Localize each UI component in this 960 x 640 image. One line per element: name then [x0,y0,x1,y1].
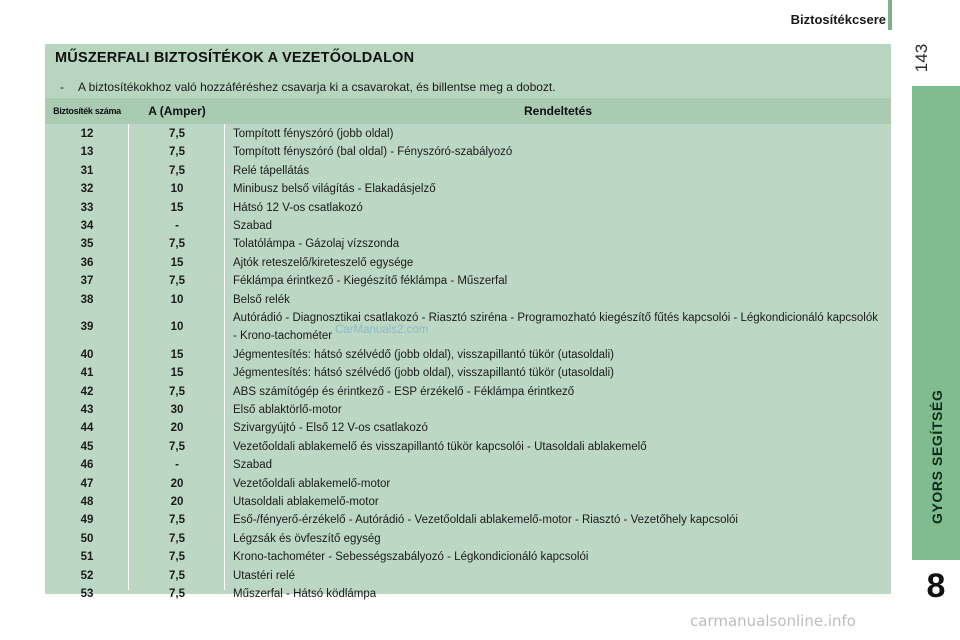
footer-watermark: carmanualsonline.info [690,612,856,630]
table-row [45,585,891,603]
fuse-number-cell: 35 [80,238,94,251]
fuse-number-cell: 39 [80,320,94,333]
ampere-cell: 15 [170,367,184,380]
ampere-cell: 7,5 [169,440,185,453]
overlay-watermark: CarManuals2.com [335,324,429,336]
ampere-cell: 7,5 [169,551,185,564]
ampere-cell: 7,5 [169,238,185,251]
fuse-number-cell: 49 [80,514,94,527]
ampere-cell: 10 [170,320,184,333]
sidebar-section-label: GYORS SEGÍTSÉG [929,389,945,524]
fuse-number-cell: 31 [80,164,94,177]
purpose-cell: Műszerfal - Hátsó ködlámpa [233,587,377,600]
purpose-cell: Autórádió - Diagnosztikai csatlakozó - Riasztó sziréna - Programozható kiegészítő fűtés kapcsolói - Légkondicionáló kapcsolók - Krono-tachométer [233,311,878,343]
fuse-number-cell: 46 [80,459,94,472]
page-number: 143 [912,43,931,73]
ampere-cell: 20 [170,496,184,509]
table-row [45,217,891,235]
header-fuse-number: Biztosíték száma [45,98,129,124]
fuse-number-cell: 52 [80,569,94,582]
ampere-cell: 30 [170,404,184,417]
table-row [45,125,891,143]
instruction-text [60,80,556,94]
purpose-cell: Eső-/fényerő-érzékelő - Autórádió - Vezetőoldali ablakemelő-motor - Riasztó - Vezetőhely kapcsolói [233,514,738,527]
ampere-cell: 10 [170,183,184,196]
fuse-number-cell: 33 [80,201,94,214]
fuse-number-cell: 44 [80,422,94,435]
table-row [45,438,891,456]
table-row [45,419,891,437]
purpose-cell: Ajtók reteszelő/kireteszelő egysége [233,256,414,269]
table-row [45,567,891,585]
ampere-cell: 7,5 [169,275,185,288]
instruction-dash: - [60,80,64,94]
page-header-title: Biztosítékcsere [790,12,886,27]
purpose-cell: Vezetőoldali ablakemelő és visszapillantó tükör kapcsolói - Utasoldali ablakemelő [233,440,647,453]
fuse-number-cell: 34 [80,219,94,232]
purpose-cell: Hátsó 12 V-os csatlakozó [233,201,363,214]
purpose-cell: Szabad [233,459,273,472]
fuse-number-cell: 48 [80,496,94,509]
purpose-cell: Légzsák és övfeszítő egység [233,532,381,545]
ampere-cell: 7,5 [169,164,185,177]
table-row [45,511,891,529]
ampere-cell: - [175,219,179,232]
fuse-table-body [45,125,891,603]
purpose-cell: Féklámpa érintkező - Kiegészítő féklámpa - Műszerfal [233,275,508,288]
ampere-cell: 7,5 [169,146,185,159]
ampere-cell: 10 [170,293,184,306]
table-row [45,180,891,198]
ampere-cell: 15 [170,348,184,361]
ampere-cell: 7,5 [169,569,185,582]
table-row [45,493,891,511]
purpose-cell: Krono-tachométer - Sebességszabályozó - Légkondicionáló kapcsolói [233,551,589,564]
table-row [45,309,891,346]
fuse-number-cell: 53 [80,587,94,600]
table-row [45,254,891,272]
ampere-cell: 7,5 [169,128,185,140]
purpose-cell: Belső relék [233,293,290,306]
fuse-number-cell: 41 [80,367,94,380]
ampere-cell: 7,5 [169,587,185,600]
purpose-cell: Szivargyújtó - Első 12 V-os csatlakozó [233,422,428,435]
instruction-body: A biztosítékokhoz való hozzáféréshez csavarja ki a csavarokat, és billentse meg a dobozt. [78,80,556,94]
fuse-number-cell: 13 [80,146,94,159]
purpose-cell: Első ablaktörlő-motor [233,404,342,417]
table-row [45,548,891,566]
fuse-number-cell: 36 [80,256,94,269]
fuse-number-cell: 40 [80,348,94,361]
ampere-cell: 7,5 [169,514,185,527]
ampere-cell: 7,5 [169,385,185,398]
table-row [45,272,891,290]
chapter-number: 8 [926,567,946,605]
ampere-cell: 7,5 [169,532,185,545]
purpose-cell: Minibusz belső világítás - Elakadásjelző [233,183,436,196]
table-row [45,383,891,401]
fuse-number-cell: 43 [80,404,94,417]
purpose-cell: Jégmentesítés: hátsó szélvédő (jobb oldal), visszapillantó tükör (utasoldali) [233,367,614,380]
ampere-cell: 20 [170,422,184,435]
section-title: MŰSZERFALI BIZTOSÍTÉKOK A VEZETŐOLDALON [55,50,415,66]
purpose-cell: Vezetőoldali ablakemelő-motor [233,477,391,490]
purpose-cell: Utasoldali ablakemelő-motor [233,496,379,509]
fuse-number-cell: 32 [80,183,94,196]
purpose-cell: Tolatólámpa - Gázolaj vízszonda [233,238,400,251]
table-row [45,456,891,474]
purpose-cell: Szabad [233,219,273,232]
purpose-cell: Tompított fényszóró (bal oldal) - Fényszóró-szabályozó [233,146,513,159]
purpose-cell: Jégmentesítés: hátsó szélvédő (jobb oldal), visszapillantó tükör (utasoldali) [233,348,614,361]
fuse-number-cell: 42 [80,385,94,398]
fuse-number-cell: 37 [80,275,94,288]
purpose-cell: Utastéri relé [233,569,295,582]
header-purpose: Rendeltetés [225,98,891,124]
ampere-cell: 15 [170,256,184,269]
table-row [45,401,891,419]
purpose-cell: Tompított fényszóró (jobb oldal) [233,128,394,140]
table-row [45,346,891,364]
purpose-cell: ABS számítógép és érintkező - ESP érzékelő - Féklámpa érintkező [233,385,575,398]
fuse-number-cell: 50 [80,532,94,545]
header-ampere: A (Amper) [129,98,225,124]
fuse-number-cell: 51 [80,551,94,564]
ampere-cell: 15 [170,201,184,214]
header-accent-bar [888,0,892,30]
fuse-number-cell: 45 [80,440,94,453]
fuse-number-cell: 47 [80,477,94,490]
table-row [45,291,891,309]
table-row [45,162,891,180]
fuse-number-cell: 38 [80,293,94,306]
table-row [45,530,891,548]
ampere-cell: - [175,459,179,472]
table-row [45,364,891,382]
table-row [45,199,891,217]
table-row [45,143,891,161]
table-row [45,235,891,253]
purpose-cell: Relé tápellátás [233,164,310,177]
ampere-cell: 20 [170,477,184,490]
table-row [45,475,891,493]
fuse-number-cell: 12 [80,128,94,140]
